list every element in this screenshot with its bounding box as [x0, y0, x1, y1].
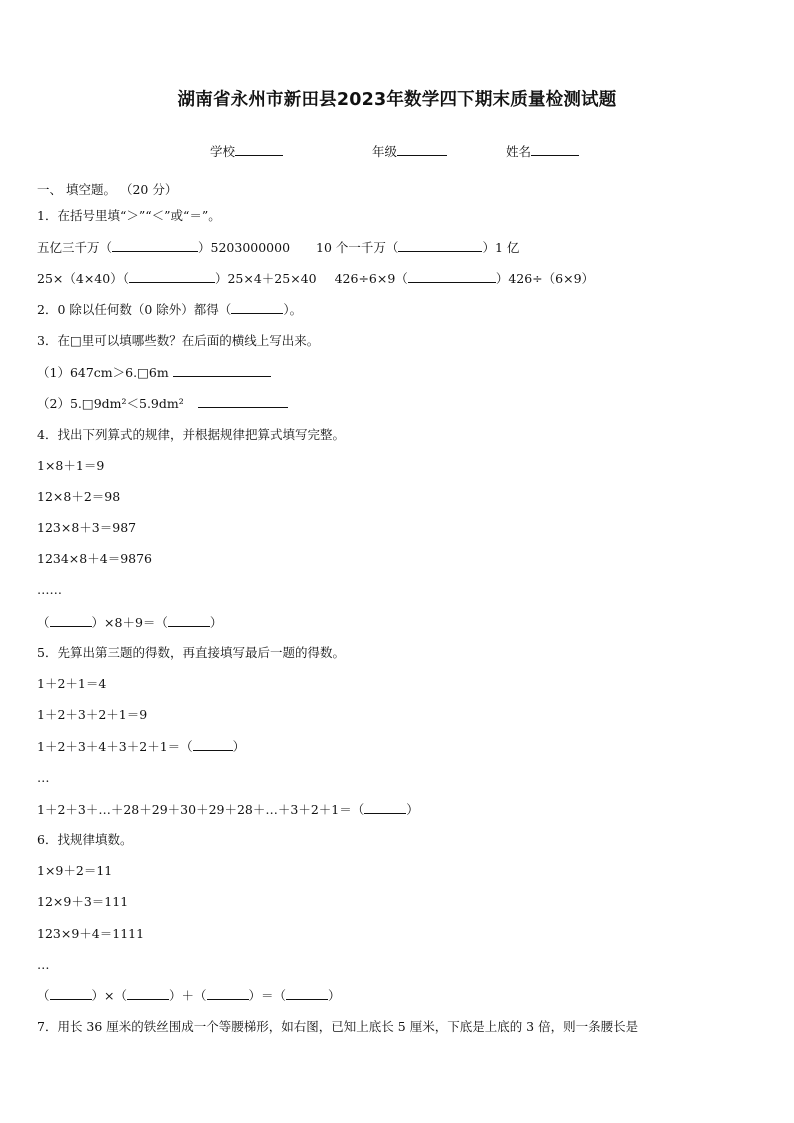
q5-line-4: … — [37, 770, 50, 785]
q5-line-2: 1＋2＋3＋2＋1＝9 — [37, 707, 148, 722]
question-1-row-2 — [37, 270, 594, 287]
q3-item2-text: （2）5.□9dm²＜5.9dm² — [37, 396, 184, 411]
q3-item1-text: （1）647cm＞6.□6m — [37, 365, 169, 380]
q4-fill-line — [37, 614, 222, 631]
name-blank[interactable] — [531, 143, 579, 156]
q5-line-5 — [37, 801, 419, 818]
answer-blank[interactable] — [398, 239, 482, 252]
q2-text: 2．0 除以任何数（0 除外）都得（ — [37, 302, 232, 317]
question-3-item-1 — [37, 364, 271, 381]
answer-blank[interactable] — [364, 801, 406, 814]
q2-text-end: ）。 — [283, 302, 303, 317]
question-1-row-1 — [37, 239, 519, 256]
q6-line-2: 12×9＋3＝111 — [37, 894, 129, 909]
school-field — [210, 142, 283, 160]
answer-blank[interactable] — [50, 987, 92, 1000]
q1-row1-right: ）5203000000 — [198, 240, 291, 255]
q1-row2-left-2: 426÷6×9（ — [334, 271, 408, 286]
question-4-stem: 4．找出下列算式的规律，并根据规律把算式填写完整。 — [37, 427, 345, 442]
grade-blank[interactable] — [397, 143, 447, 156]
q4-line-1: 1×8＋1＝9 — [37, 458, 105, 473]
question-3-stem: 3．在□里可以填哪些数？在后面的横线上写出来。 — [37, 333, 320, 348]
q5-line3-end: ） — [232, 739, 246, 754]
answer-blank[interactable] — [129, 270, 215, 283]
q4-line-5: …… — [37, 582, 62, 597]
answer-line[interactable] — [173, 364, 271, 377]
question-6-stem: 6．找规律填数。 — [37, 832, 133, 847]
q4-line-4: 1234×8＋4＝9876 — [37, 551, 153, 566]
q1-row1-left: 五亿三千万（ — [37, 240, 113, 255]
q4-line-2: 12×8＋2＝98 — [37, 489, 121, 504]
q4-fill-text-a: （ — [37, 615, 50, 630]
q6-fill-line — [37, 987, 341, 1004]
q1-row1-right-2: ）1 亿 — [482, 240, 520, 255]
q1-row2-left: 25×（4×40）（ — [37, 271, 129, 286]
grade-label: 年级 — [372, 144, 398, 159]
q1-row2-right-2: ）426÷（6×9） — [495, 271, 595, 286]
answer-blank[interactable] — [168, 614, 210, 627]
grade-field — [372, 142, 447, 160]
section-heading: 一、 填空题。 （20 分） — [37, 182, 178, 197]
q5-line5-end: ） — [406, 802, 419, 817]
q1-row2-right: ）25×4＋25×40 — [214, 271, 317, 286]
answer-blank[interactable] — [193, 738, 233, 751]
question-1-stem: 1．在括号里填“＞”“＜”或“＝”。 — [37, 208, 221, 223]
answer-blank[interactable] — [127, 987, 169, 1000]
school-blank[interactable] — [235, 143, 283, 156]
answer-blank[interactable] — [50, 614, 92, 627]
q5-line-1: 1＋2＋1＝4 — [37, 676, 107, 691]
q4-line-3: 123×8＋3＝987 — [37, 520, 137, 535]
answer-line[interactable] — [198, 395, 288, 408]
q4-fill-text-b: ）×8＋9＝（ — [91, 615, 168, 630]
q6-fill-text-c: ）＋（ — [169, 988, 207, 1003]
q5-line-3 — [37, 738, 245, 755]
name-field — [506, 142, 579, 160]
answer-blank[interactable] — [408, 270, 496, 283]
question-7-stem: 7．用长 36 厘米的铁丝围成一个等腰梯形，如右图，已知上底长 5 厘米，下底是上底的 3 倍，则一条腰长是 — [37, 1019, 639, 1034]
q1-row1-left-2: 10 个一千万（ — [316, 240, 399, 255]
answer-blank[interactable] — [207, 987, 249, 1000]
question-5-stem: 5．先算出第三题的得数，再直接填写最后一题的得数。 — [37, 645, 345, 660]
q5-line3-text: 1＋2＋3＋4＋3＋2＋1＝（ — [37, 739, 193, 754]
name-label: 姓名 — [506, 144, 532, 159]
q6-line-3: 123×9＋4＝1111 — [37, 926, 145, 941]
q5-line5-text: 1＋2＋3＋…＋28＋29＋30＋29＋28＋…＋3＋2＋1＝（ — [37, 802, 365, 817]
q6-fill-text-b: ）×（ — [91, 988, 127, 1003]
q6-line-1: 1×9＋2＝11 — [37, 863, 113, 878]
q6-fill-text-e: ） — [328, 988, 341, 1003]
answer-blank[interactable] — [231, 301, 283, 314]
q4-fill-text-c: ） — [209, 615, 223, 630]
q6-fill-text-d: ）＝（ — [248, 988, 287, 1003]
school-label: 学校 — [210, 144, 236, 159]
q6-line-4: … — [37, 957, 50, 972]
question-3-item-2 — [37, 395, 288, 412]
q6-fill-text-a: （ — [37, 988, 50, 1003]
question-2 — [37, 301, 302, 318]
answer-blank[interactable] — [112, 239, 198, 252]
answer-blank[interactable] — [286, 987, 328, 1000]
exam-title: 湖南省永州市新田县2023年数学四下期末质量检测试题 — [177, 90, 617, 110]
